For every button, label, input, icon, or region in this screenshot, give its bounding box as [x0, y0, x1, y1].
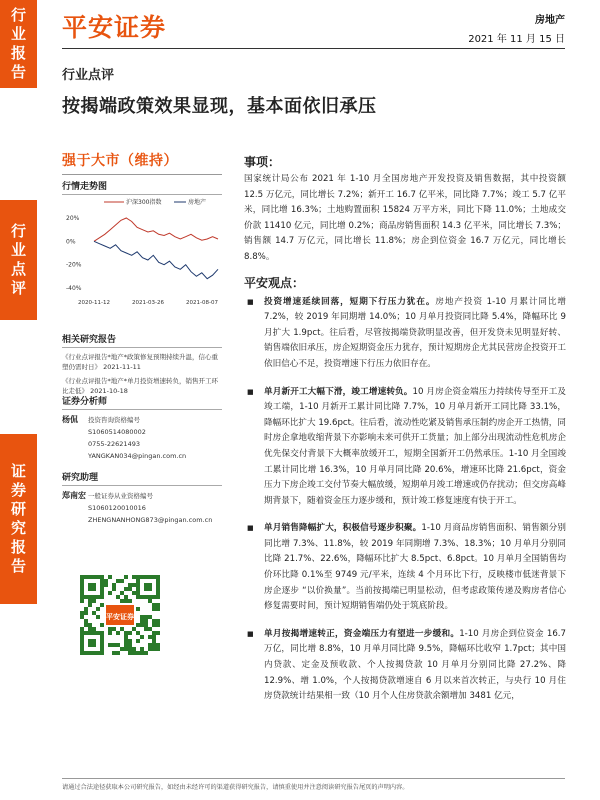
view-item-text: 1-10 月房企到位资金 16.7 万亿，同比增 8.8%，10 月单月同比降 9.5%，降幅环比收窄 1.7pct；其中国内贷款、定金及预收款、个人按揭贷款 10 月单月分别同比降 27.2%、降 12.9%、增 1.0%，个人按揭贷款增速自 6 月以来首次转正，与央行 10 月住房贷款统计结果相一致（10 月个人住房贷款余额增加 3481 亿元，: [264, 628, 566, 702]
view-item: [244, 627, 566, 705]
report-date: 2021 年 11 月 15 日: [468, 34, 565, 45]
related-report-item[interactable]: 《行业点评报告*地产*政策修复预期持续升温，信心重塑仍需时日》 2021-11-11: [62, 353, 218, 371]
assistant-line: 一般证券从业资格编号: [88, 492, 153, 500]
assistant-info: [88, 490, 212, 526]
analyst-line: S1060514080002: [88, 428, 146, 436]
analyst-entry: [62, 414, 222, 462]
event-text: 国家统计局公布 2021 年 1-10 月全国房地产开发投资及销售数据，其中投资额 12.5 万亿元，同比增长 7.2%；新开工 16.7 亿平米，同比降 7.7%；竣工 5.7 亿平米，同比增 16.3%；土地购置面积 15824 万平方米，同比下降 11.0%；土地成交价款 11410 亿元，同比增 0.2%；商品房销售面积 14.3 亿平米，同比增长 7.3%；销售额 14.7 万亿元，同比增长 11.8%；房企到位资金 16.7 万亿元，同比增长 8.8%。: [244, 174, 566, 262]
view-item-text: 房地产投资 1-10 月累计同比增 7.2%，较 2019 年同期增 14.0%；10 月单月投资同比降 5.4%，降幅环比 9 月扩大 1.9pct。往后看，尽管按揭端贷款明显改善，但开发贷未见明显好转、销售端依旧承压，房企短期资金压力犹存，预计短期房企尤其民营房企投资开工依旧信心不足，投资增速下行压力依旧存在。: [264, 296, 566, 369]
analyst-heading: 证券分析师: [62, 394, 222, 410]
y-tick-label: 0%: [66, 238, 76, 246]
view-item-title: 单月按揭增速转正，资金端压力有望进一步缓和。: [264, 628, 460, 639]
industry-label: 房地产: [535, 15, 565, 26]
qr-code: [80, 575, 160, 655]
series-line-b: [94, 241, 218, 278]
sidebar-label: 证券研究报告: [10, 462, 26, 575]
qr-center-logo: 平安证券: [106, 613, 134, 621]
page-title: 按揭端政策效果显现，基本面依旧承压: [62, 96, 377, 117]
analyst-info: [88, 414, 186, 462]
view-item-title: 单月销售降幅扩大，积极信号逐步积聚。: [264, 523, 422, 534]
analyst-line: 投资咨询资格编号: [88, 416, 140, 424]
related-heading: 相关研究报告: [62, 332, 222, 348]
assistant-heading: 研究助理: [62, 470, 222, 486]
view-item-text: 1-10 月商品房销售面积、销售额分别同比增 7.3%、11.8%，较 2019 年同期增 7.3%、18.3%；10 月单月分别同比降 21.7%、22.6%，降幅环比扩大 8.5pct、6.8pct。10 月单月全国销售均价环比降 0.1%至 9749 元/平米，连续 4 个月环比下行，反映楼市低迷背景下房企逐步 “以价换量”。当前按揭端已明显松动，但考虑政策传递及购房者信心修复需要时间，预计短期销售端仍处于筑底阶段。: [264, 523, 566, 612]
view-item-title: 投资增速延续回落，短期下行压力犹在。: [264, 296, 436, 307]
assistant-entry: [62, 490, 222, 526]
header-divider: [62, 48, 565, 49]
event-heading: 事项：: [244, 155, 281, 169]
sidebar: [0, 0, 37, 800]
analyst-email[interactable]: YANGKAN034@pingan.com.cn: [88, 452, 187, 460]
related-report-item[interactable]: 《行业点评报告*地产*单月投资增速转负，销售开工环比走低》 2021-10-18: [62, 377, 218, 395]
rating-divider: [62, 174, 222, 175]
analyst-line: 0755-22621493: [88, 440, 140, 448]
sidebar-tag-industry-report: [0, 0, 37, 88]
related-reports: [62, 332, 222, 396]
x-tick-label: 2021-08-07: [186, 300, 218, 306]
chart-svg: [62, 188, 222, 316]
assistant-email[interactable]: ZHENGNANHONG873@pingan.com.cn: [88, 516, 213, 524]
sidebar-tag-research: [0, 434, 37, 604]
rating: 强于大市（维持）: [62, 153, 178, 169]
sidebar-tag-industry-review: [0, 200, 37, 320]
qr-icon: [80, 575, 160, 655]
analyst-name: 杨侃: [62, 415, 78, 424]
y-tick-label: -20%: [66, 261, 82, 269]
footer-divider: [62, 778, 565, 779]
company-logo: 平安证券: [62, 13, 167, 42]
y-tick-label: -40%: [66, 285, 82, 292]
view-item: [244, 521, 566, 615]
price-trend-chart: [62, 188, 222, 316]
x-tick-label: 2020-11-12: [78, 300, 110, 306]
chart-heading: 行情走势图: [62, 179, 222, 195]
report-type: 行业点评: [62, 68, 115, 83]
view-item-title: 单月新开工大幅下滑，竣工增速转负。: [264, 386, 413, 397]
sidebar-label: 行业点评: [10, 222, 26, 297]
sidebar-label: 行业报告: [10, 6, 26, 81]
analysts: [62, 394, 222, 526]
view-item: [244, 385, 566, 510]
assistant-name: 郑南宏: [62, 491, 86, 500]
view-item-text: 10 月房企资金端压力持续传导至开工及竣工端，1-10 月新开工累计同比降 7.7%，10 月单月新开工同比降 33.1%，降幅环比扩大 19.6pct。往后看，流动性吃紧及销售承压制约房企开工热情，同时房企拿地收缩背景下亦影响未来可供开工货量；加上部分出现流动性危机房企优先保交付背景下大概率放缓开工，短期全国新开工仍然承压。1-10 月全国竣工累计同比增 16.3%，10 月单月同比降 20.6%，增速环比降 21.6pct，资金压力下房企竣工交付节奏大幅放缓，短期单月竣工增速或仍存扰动；但交房高峰期背景下，随着资金压力逐步缓和，预计竣工修复速度有快于开工。: [264, 386, 566, 506]
views-heading: 平安观点：: [244, 275, 305, 290]
footer-disclaimer: 请通过合法途径获取本公司研究报告，如经由未经许可的渠道获得研究报告，请慎重使用并注意阅读研究报告尾页的声明内容。: [62, 784, 409, 791]
legend-label-b: 房地产: [188, 199, 207, 206]
main-content: [244, 153, 566, 705]
y-tick-label: 20%: [66, 215, 80, 222]
view-item: [244, 295, 566, 373]
legend-label-a: 沪深300指数: [126, 199, 162, 206]
series-line-a: [94, 218, 218, 241]
assistant-line: S1060120010016: [88, 504, 146, 512]
x-tick-label: 2021-03-26: [132, 300, 164, 306]
